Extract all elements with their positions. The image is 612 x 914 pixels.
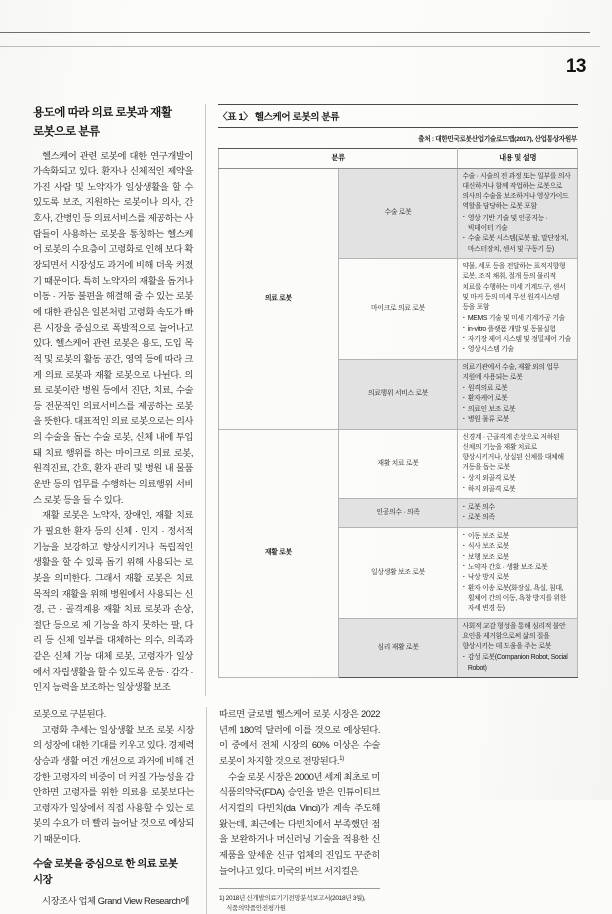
description-lead: 신경계 · 근골격계 손상으로 저하된 신체의 기능을 재활 치료로 향상시키거나, 상실된 신체를 대체해 거동을 돕는 로봇 [462,433,564,472]
footnote-line-one: 1) 2018년 신개발의료기기전망분석보고서(2018년 3월), [219,895,366,903]
bullet-item: · 수술 로봇 시스템(로봇 팔, 말단장치, 마스터장치, 센서 및 구동기 등) [462,234,573,255]
article-paragraph [219,707,380,770]
table-body [219,168,578,677]
table-block [206,104,578,678]
table-row [219,429,578,499]
bullet-item: · 의료인 보조 로봇 [462,405,573,415]
bullet-item: · MEMS 기술 및 미세 기계가공 기술 [462,314,573,324]
cell-subcategory: 일상생활 보조 로봇 [338,527,458,618]
description-bullet-list [462,474,573,495]
lower-column-one [33,707,206,910]
section-subheading: 수술 로봇을 중심으로 한 의료 로봇 시장 [33,858,178,887]
description-bullet-list [462,314,573,355]
cell-subcategory: 마이크로 의료 로봇 [338,259,458,360]
cell-description [458,429,578,499]
article-headline: 용도에 따라 의료 로봇과 재활 로봇으로 분류 [33,106,172,138]
cell-group-name: 재활 로봇 [219,429,339,678]
footnote-line-two: 식품의약품안전평가원 [226,905,286,913]
bullet-item: · 감성 로봇(Companion Robot, Social Robot) [462,653,573,674]
bullet-item: · 환자케어 로봇 [462,394,573,404]
cell-description [458,618,578,677]
footnote-divider [219,888,380,914]
paragraph-text: 따르면 글로벌 헬스케어 로봇 시장은 2022년께 180억 달러에 이를 것으로 예상된다. 이 중에서 전체 시장의 60% 이상은 수술 로봇이 차지할 것으로 전망된다. [219,708,380,767]
article-paragraph: 시장조사 업체 Grand View Research에 [42,896,190,907]
page-number: 13 [565,56,586,77]
cell-description [458,499,578,528]
bullet-item: · 자기장 제어 시스템 및 정밀제어 기술 [462,335,573,345]
description-bullet-list [462,653,573,674]
bullet-item: · 영상 기반 기술 및 인공지능 · 빅데이터 기술 [462,214,573,235]
column-header-description: 내용 및 설명 [458,149,578,169]
bullet-item: · 환자 이송 로봇(화장실, 욕실, 침대, 휠체어 간의 이동, 욕창 방지를 위한 자세 변경 등) [462,584,573,615]
upper-section [33,104,588,696]
table-row [219,168,578,258]
bullet-item: · 식사 보조 로봇 [462,542,573,552]
article-paragraph: 수술 로봇 시장은 2000년 세계 최초로 미식품의약국(FDA) 승인을 받은 인튜이티브 서지컬의 다빈치(da Vinci)가 계속 주도해 왔는데, 최근에는 다빈치에서 부족했던 점을 보완하거나 머신러닝 기술을 적용한 신제품을 앞세운 신규 업체의 진입도 꾸준히 늘어나고 있다. 미국의 버브 서지컬은 [219,771,380,876]
description-bullet-list [462,214,573,255]
cell-subcategory: 재활 치료 로봇 [338,429,458,499]
bullet-item: · 보행 보조 로봇 [462,553,573,563]
cell-subcategory: 수술 로봇 [338,168,458,258]
bullet-item: · 영상시스템 기술 [462,345,573,355]
bullet-item: · 노약자 간호 · 생활 보조 로봇 [462,563,573,573]
bullet-item: · 병원 물류 로봇 [462,415,573,425]
table-caption: 〈표 1〉 헬스케어 로봇의 분류 [218,104,578,128]
article-paragraph: 고령화 추세는 일상생활 보조 로봇 시장의 성장에 대한 기대를 키우고 있다. 경제력 상승과 생활 여건 개선으로 과거에 비해 건강한 고령자의 비중이 더 커질 가능성을 감안하면 고령자를 위한 의료용 로봇보다는 고령자가 일상에서 직접 사용할 수 있는 로봇의 수요가 더 빨리 늘어날 것으로 예상되기 때문이다. [33,724,194,845]
description-bullet-list [462,532,573,615]
description-lead: 수술 · 시술의 전 과정 또는 일부를 의사 대신하거나 함께 작업하는 로봇으로 의사의 수술을 보조하거나 영상가이드 역할을 담당하는 로봇 포함 [462,172,571,211]
article-paragraph: 재활 로봇은 노약자, 장애인, 재활 치료가 필요한 환자 등의 신체 · 인지 · 정서적 기능을 보강하고 향상시키거나 독립적인 생활을 할 수 있록 돕기 위해 사용되는 로봇을 의미한다. 그래서 재활 로봇은 치료 목적의 재활을 위해 병원에서 사용되는 신경, 근 · 골격계용 재활 치료 로봇과 손상, 절단 등으로 제 기능을 하지 못하는 팔, 다리 등 신체 일부를 대체하는 의수, 의족과 같은 신체 기능 대체 로봇, 고령자가 일상에서 자립생활을 할 수 있도록 운동 · 감각 · 인지 능력을 보조하는 일상생활 보조 [33,510,193,693]
column-header-category: 분류 [219,149,458,169]
healthcare-robot-classification-table [218,148,578,678]
lower-column-two [206,707,392,914]
table-head [219,149,578,169]
cell-description [458,527,578,618]
header-rule-thin [0,46,600,47]
table-source: 출처 : 대한민국로봇산업기술로드맵(2017), 산업통상자원부 [418,136,577,143]
description-bullet-list [462,503,573,524]
cell-group-name: 의료 로봇 [219,168,339,429]
bullet-item: · 원격의료 로봇 [462,384,573,394]
bullet-item: · 로봇 의수 [462,503,573,513]
lower-section [33,707,588,914]
description-lead: 사회적 교감 형성을 통해 심리적 불안 요인을 제거함으로써 삶의 질을 향상시키는 데 도움을 주는 로봇 [462,622,566,651]
bullet-item: · in-vitro 플랫폼 개발 및 동물실험 [462,325,573,335]
description-lead: 의료기관에서 수술, 재활 외의 업무 지원에 사용되는 로봇 [462,363,559,381]
description-bullet-list [462,384,573,425]
bullet-item: · 로봇 의족 [462,513,573,523]
footnote-marker: 1) [339,754,344,762]
bullet-item: · 상지 외골격 로봇 [462,474,573,484]
cell-subcategory: 의료행위 서비스 로봇 [338,359,458,429]
cell-subcategory: 심리 재활 로봇 [338,618,458,677]
cell-subcategory: 인공의수 · 의족 [338,499,458,528]
article-paragraph: 헬스케어 관련 로봇에 대한 연구개발이 가속화되고 있다. 환자나 신체적인 제약을 가진 사람 및 노약자가 일상생활을 할 수 있도록 보조, 지원하는 로봇이나 의사, 간호사, 간병인 등 의료서비스를 제공하는 사람들이 사용하는 로봇을 통칭하는 헬스케어 로봇의 수요층이 고령화로 인해 보다 확장되면서 시장성도 과거에 비해 더욱 커졌기 때문이다. 특히 노약자의 재활을 돕거나 이동 · 거동 불편을 해결해 줄 수 있는 로봇에 대한 관심은 일본처럼 고령화 속도가 빠른 시장을 중심으로 폭발적으로 늘어나고 있다. 헬스케어 관련 로봇은 용도, 도입 목적 및 로봇의 활동 공간, 영역 등에 따라 크게 의료 로봇과 재활 로봇으로 나뉜다. 의료 로봇이란 병원 등에서 진단, 치료, 수술 등 전문적인 의료서비스를 제공하는 로봇을 뜻한다. 대표적인 의료 로봇으로는 의사의 수술을 돕는 수술 로봇, 신체 내에 투입돼 치료 행위를 하는 마이크로 의료 로봇, 원격진료, 간호, 환자 관리 및 병원 내 물품 운반 등의 업무를 수행하는 의료행위 서비스 로봇 등을 들 수 있다. [33,150,193,505]
cell-description [458,259,578,360]
article-left-column [33,104,206,696]
table-header-row [219,149,578,169]
description-lead: 약물, 세포 등을 전달하는 표적지향형 로봇, 조직 채취, 절개 등의 물리적 치료를 수행하는 미세 기계도구, 센서 및 마커 등의 미세 무선 원격시스템 등을 포함 [462,263,566,311]
page-body [33,104,588,913]
footnote-text [219,894,380,914]
paragraph-continuation: 로봇으로 구분된다. [33,708,106,719]
header-rule-thick [0,32,590,33]
bullet-item: · 하지 외골격 로봇 [462,485,573,495]
cell-description [458,359,578,429]
bullet-item: · 낙상 방지 로봇 [462,573,573,583]
cell-description [458,168,578,258]
bullet-item: · 이동 보조 로봇 [462,532,573,542]
